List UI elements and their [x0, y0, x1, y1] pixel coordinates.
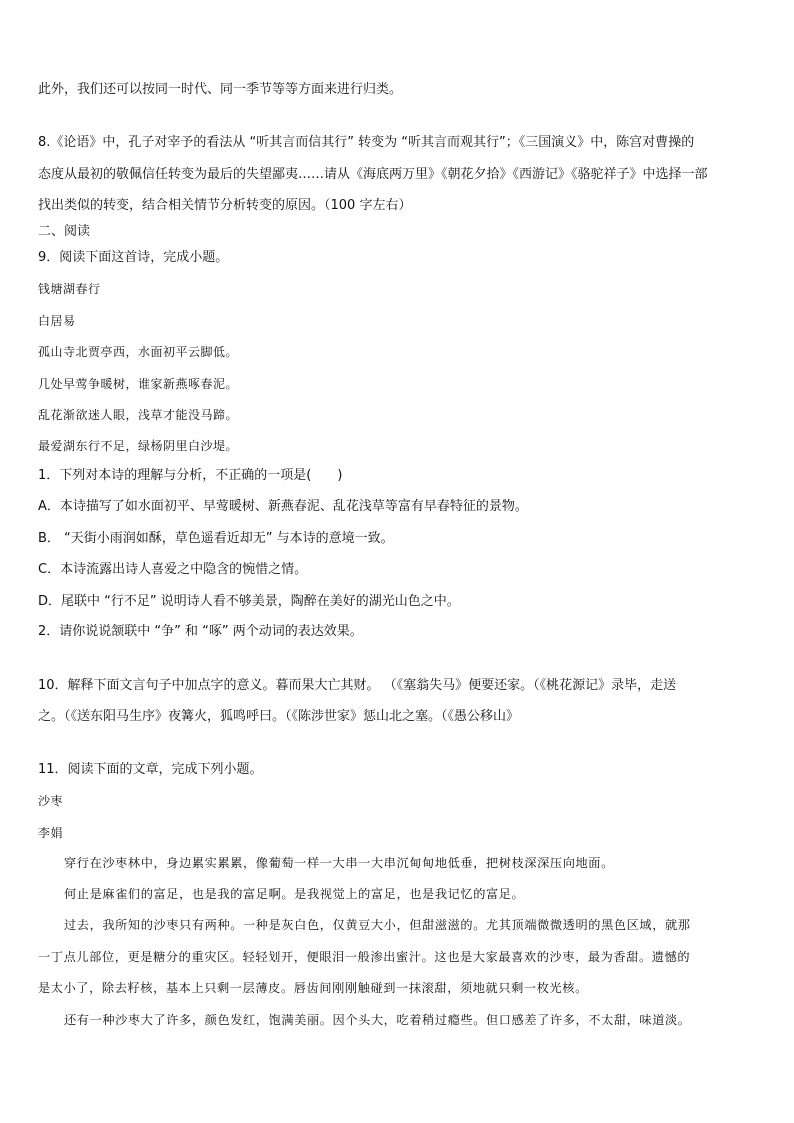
q9-sub-question-2: 2．请你说说颔联中 “争” 和 “啄” 两个动词的表达效果。 [38, 624, 363, 639]
poem-title: 钱塘湖春行 [38, 282, 101, 296]
q8-line-2: 态度从最初的敬佩信任转变为最后的失望鄙夷……请从《海底两万里》《朝花夕拾》《西游记》《骆驼祥子》中选择一部 [38, 167, 708, 182]
option-b: B． “天街小雨润如酥，草色遥看近却无” 与本诗的意境一致。 [38, 531, 394, 546]
poem-line-1: 孤山寺北贾亭西，水面初平云脚低。 [38, 345, 239, 359]
poem-author: 白居易 [38, 314, 76, 328]
q9-prompt: 9．阅读下面这首诗，完成小题。 [38, 250, 229, 265]
article-paragraph-2: 何止是麻雀们的富足，也是我的富足啊。是我视觉上的富足，也是我记忆的富足。 [64, 887, 525, 901]
option-d: D．尾联中 “行不足” 说明诗人看不够美景，陶醉在美好的湖光山色之中。 [38, 594, 460, 609]
q10-line-1: 10．解释下面文言句子中加点字的意义。暮而果大亡其财。 （《塞翁失马》便要还家。（《桃花源记》录毕，走送 [38, 678, 677, 693]
q8-line-3: 找出类似的转变，结合相关情节分析转变的原因。（100 字左右） [38, 198, 412, 213]
poem-line-3: 乱花渐欲迷人眼，浅草才能没马蹄。 [38, 408, 239, 422]
article-paragraph-4: 还有一种沙枣大了许多，颜色发红，饱满美丽。因个头大，吃着稍过瘾些。但口感差了许多，不太甜，味道淡。 [64, 1013, 691, 1027]
option-a: A．本诗描写了如水面初平、早莺暖树、新燕春泥、乱花浅草等富有早春特征的景物。 [38, 499, 528, 514]
article-paragraph-1: 穿行在沙枣林中，身边累实累累，像葡萄一样一大串一大串沉甸甸地低垂，把树枝深深压向地面。 [64, 856, 614, 870]
q10-line-2: 之。（《送东阳马生序》夜篝火，狐鸣呼曰。（《陈涉世家》惩山北之塞。（《愚公移山》 [38, 709, 520, 724]
q11-prompt: 11．阅读下面的文章，完成下列小题。 [38, 762, 263, 777]
article-paragraph-3-line-1: 过去，我所知的沙枣只有两种。一种是灰白色，仅黄豆大小，但甜滋滋的。尤其顶端微微透明的黑色区域，就那 [64, 918, 691, 932]
intro-text: 此外，我们还可以按同一时代、同一季节等等方面来进行归类。 [38, 82, 403, 97]
poem-line-4: 最爱湖东行不足，绿杨阴里白沙堤。 [38, 439, 239, 453]
option-c: C．本诗流露出诗人喜爱之中隐含的惋惜之情。 [38, 562, 308, 577]
article-title: 沙枣 [38, 794, 64, 808]
q9-sub-question-1: 1．下列对本诗的理解与分析，不正确的一项是( ) [38, 468, 343, 483]
q8-line-1: 8.《论语》中，孔子对宰予的看法从 “听其言而信其行” 转变为 “听其言而观其行”；《三国演义》中，陈宫对曹操的 [38, 135, 695, 150]
article-paragraph-3-line-3: 是太小了，除去籽核，基本上只剩一层薄皮。唇齿间刚刚触碰到一抹滚甜，须地就只剩一枚光核。 [38, 981, 588, 995]
section-heading: 二、阅读 [38, 224, 91, 239]
article-paragraph-3-line-2: 一丁点儿部位，更是糖分的重灾区。轻轻划开，便眼泪一般渗出蜜汁。这也是大家最喜欢的沙枣，最为香甜。遗憾的 [38, 950, 691, 964]
poem-line-2: 几处早莺争暖树，谁家新燕啄春泥。 [38, 377, 239, 391]
article-author: 李娟 [38, 826, 64, 840]
